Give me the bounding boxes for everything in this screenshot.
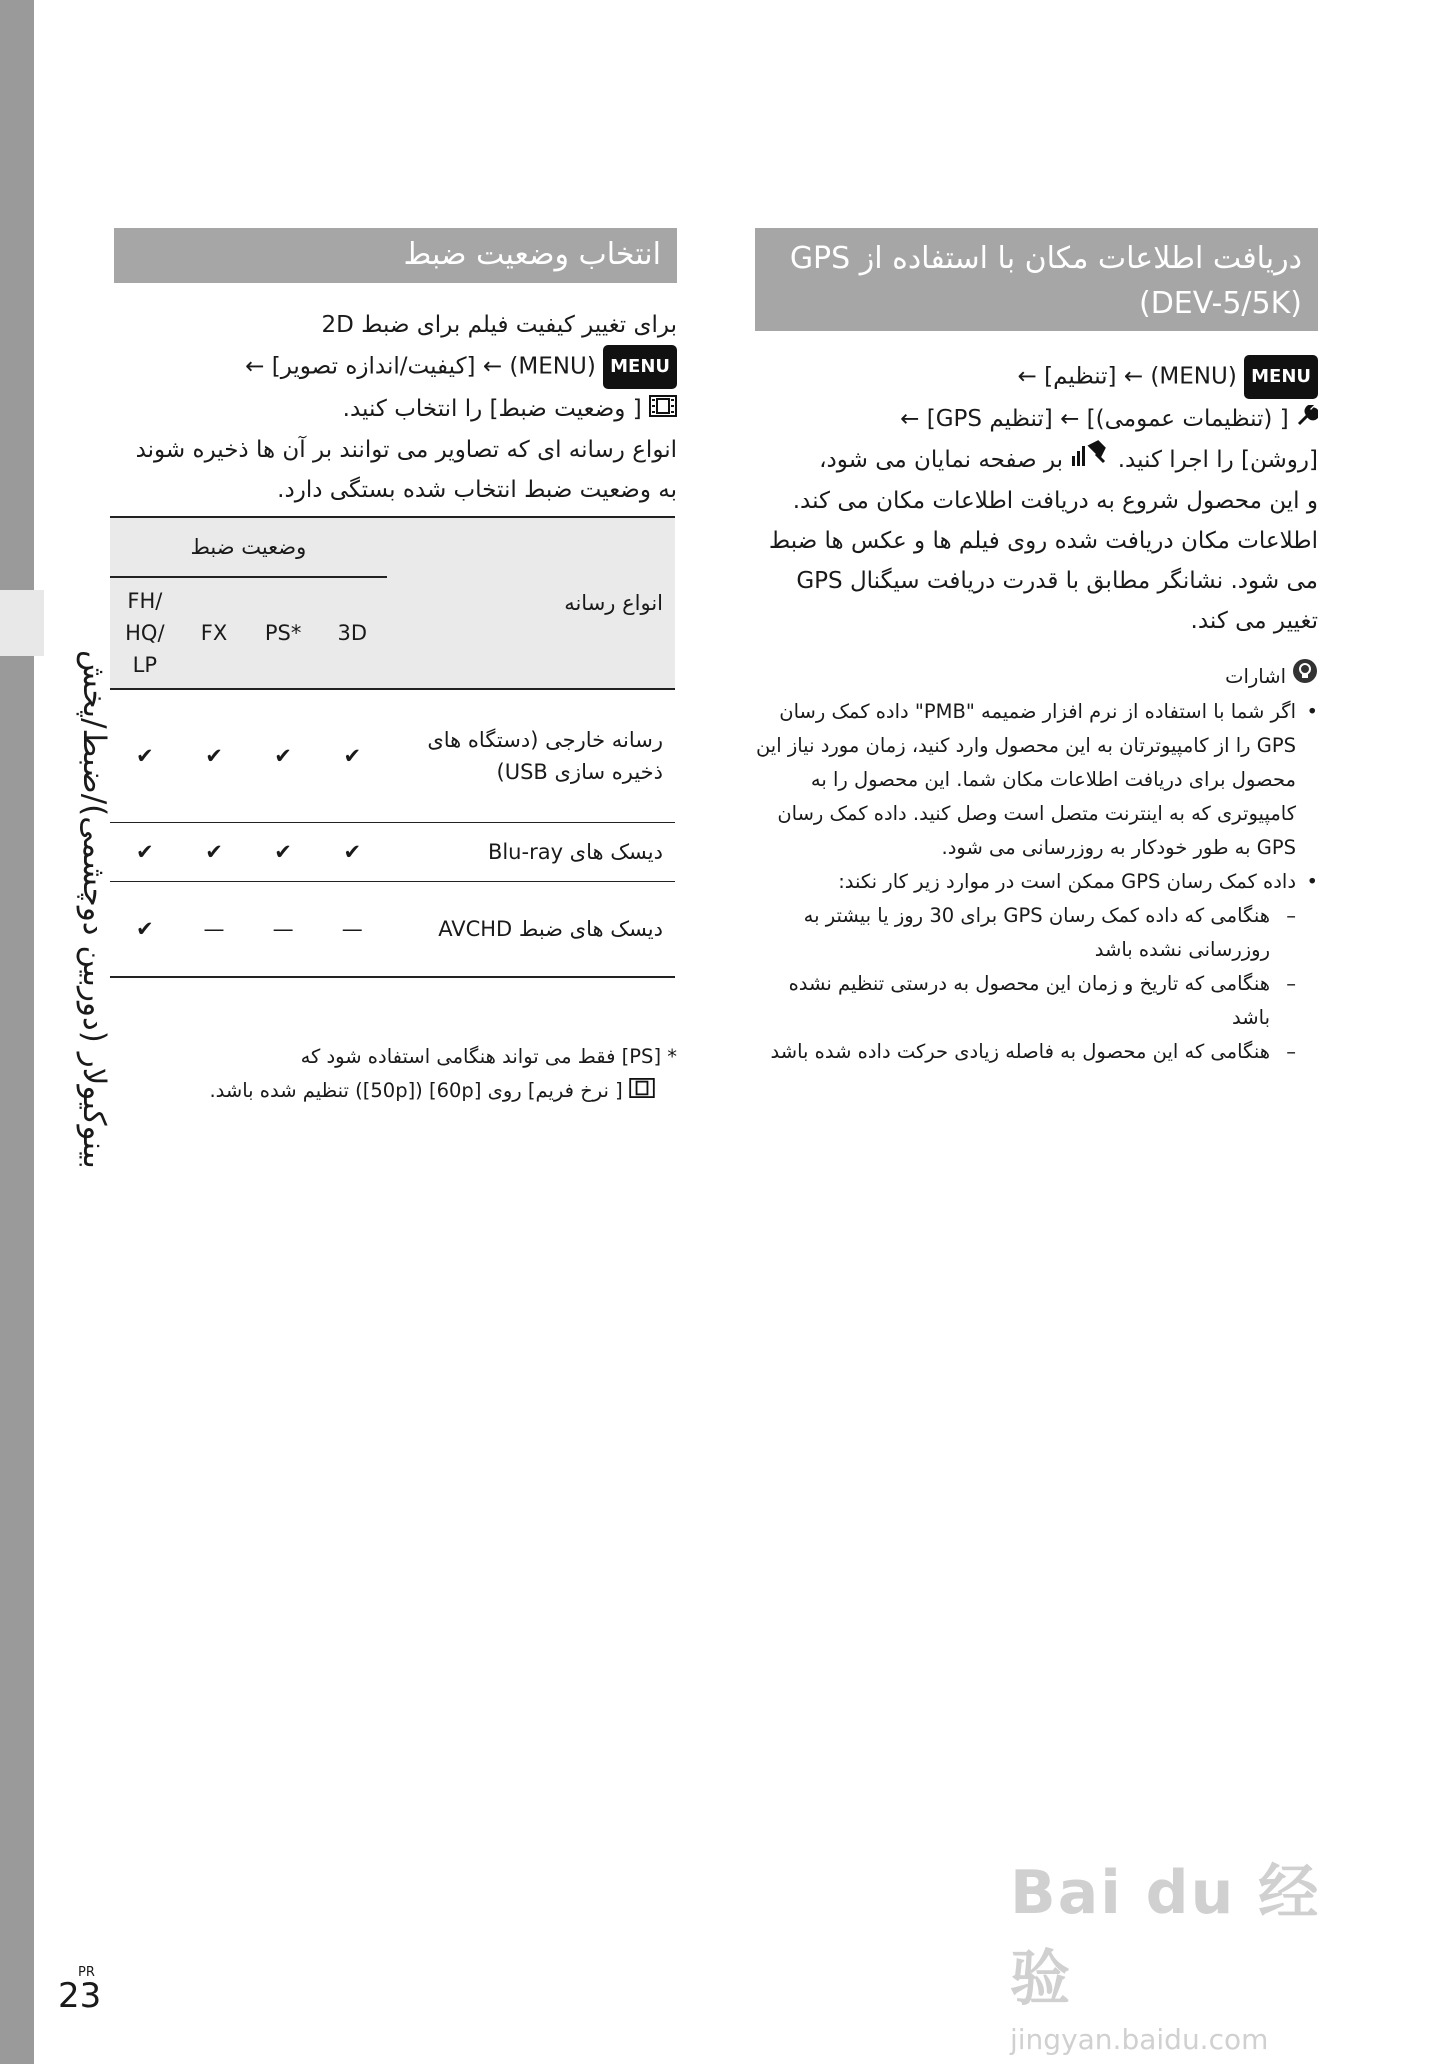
- gps-menu-path-line1: [755, 355, 1318, 399]
- page-language-code: PR: [78, 1965, 95, 1980]
- gps-section-header: دریافت اطلاعات مکان با استفاده از GPS (DEV-5/5K): [755, 228, 1318, 331]
- row-media-label: رسانه خارجی (دستگاه های ذخیره سازی USB): [427, 728, 663, 784]
- gps-instruction-line3: [755, 440, 1318, 481]
- hint-sub-item: – هنگامی که داده کمک رسان GPS برای 30 روز یا بیشتر به روزرسانی نشده باشد: [803, 904, 1296, 961]
- checkmark-icon: ✔: [205, 840, 223, 864]
- not-supported-dash: —: [272, 917, 294, 941]
- vertical-section-title: بینوکیولار (دوربین دوچشمی)/ضبط/پخش: [76, 650, 112, 1169]
- not-supported-dash: —: [341, 917, 363, 941]
- wrench-icon: [1296, 400, 1318, 440]
- footnote-star: *: [667, 1045, 677, 1068]
- hints-list: [755, 695, 1318, 899]
- intro-line3: [114, 389, 677, 430]
- checkmark-icon: ✔: [136, 744, 154, 768]
- hint-text-1: اگر شما با استفاده از نرم افزار ضمیمه "PMB" داده کمک رسان GPS را از کامپیوترتان به این محصول وارد کنید، زمان مورد نیاز این محصول برای دریافت اطلاعات مکان شما. این محصول را به کامپیوتری که به اینترنت متصل است وصل کنید. داده کمک رسان GPS به طور خودکار به روزرسانی می شود.: [755, 700, 1296, 859]
- table-footnote: [114, 1040, 677, 1109]
- page-number: 23: [58, 1976, 102, 2016]
- menu-chip: MENU: [603, 345, 677, 389]
- gps-description: و این محصول شروع به دریافت اطلاعات مکان می کند. اطلاعات مکان دریافت شده روی فیلم ها و عکس ها ضبط می شود. نشانگر مطابق با قدرت دریافت سیگنال GPS تغییر می کند.: [768, 487, 1318, 634]
- table-row: [110, 823, 675, 882]
- not-supported-dash: —: [203, 917, 225, 941]
- row-media-label: دیسک های Blu-ray: [487, 840, 663, 864]
- table-row: [110, 882, 675, 978]
- row-media-label: دیسک های ضبط AVCHD: [438, 917, 663, 941]
- menu-path-text: (MENU) ← [تنظیم] ←: [1017, 363, 1237, 390]
- gps-menu-path-line2: [755, 399, 1318, 440]
- film-frame-icon: [649, 390, 677, 430]
- page-number-block: [58, 1965, 101, 2016]
- table-row: [110, 689, 675, 823]
- col-header-fx: FX: [200, 621, 228, 645]
- hint-text-2: داده کمک رسان GPS ممکن است در موارد زیر کار نکند:: [838, 870, 1296, 893]
- hint-sub-text-1: هنگامی که داده کمک رسان GPS برای 30 روز یا بیشتر به روزرسانی نشده باشد: [803, 904, 1270, 961]
- col-header-mode-group: وضعیت ضبط: [110, 517, 387, 577]
- footnote-line1: [114, 1040, 677, 1074]
- intro-line2: [114, 345, 677, 389]
- recording-mode-intro: [114, 305, 677, 510]
- checkmark-icon: ✔: [136, 917, 154, 941]
- intro-line3-text: [ وضعیت ضبط] را انتخاب کنید.: [342, 396, 642, 422]
- col-header-fh-hq-lp: FH/ HQ/ LP: [125, 589, 165, 677]
- gps-satellite-icon: [1070, 440, 1110, 481]
- baidu-watermark: [1010, 1845, 1370, 2056]
- watermark-brand: Bai du 经验: [1010, 1858, 1321, 2014]
- col-header-media: انواع رسانه: [564, 591, 663, 615]
- media-compat-table: [110, 516, 675, 978]
- instruction-text-a: [روشن] را اجرا کنید.: [1117, 446, 1318, 473]
- col-header-3d: 3D: [337, 621, 368, 645]
- footnote-text-2: [ نرخ فریم] روی [60p] ([50p]) تنظیم شده باشد.: [209, 1079, 623, 1102]
- hints-block: [755, 658, 1318, 1069]
- checkmark-icon: ✔: [274, 744, 292, 768]
- footnote-line2: [114, 1074, 677, 1109]
- instruction-text-b: بر صفحه نمایان می شود،: [819, 446, 1064, 473]
- hint-sub-item: – هنگامی که تاریخ و زمان این محصول به درستی تنظیم نشده باشد: [788, 972, 1296, 1029]
- col-header-ps: *PS: [264, 621, 302, 645]
- recording-mode-header: انتخاب وضعیت ضبط: [114, 228, 677, 283]
- checkmark-icon: ✔: [136, 840, 154, 864]
- checkmark-icon: ✔: [343, 840, 362, 864]
- hint-item: • اگر شما با استفاده از نرم افزار ضمیمه "PMB" داده کمک رسان GPS را از کامپیوترتان به این محصول وارد کنید، زمان مورد نیاز این محصول برای دریافت اطلاعات مکان شما. این محصول را به کامپیوتری که به اینترنت متصل است وصل کنید. داده کمک رسان GPS به طور خودکار به روزرسانی می شود.: [755, 700, 1318, 859]
- gps-section-body: [755, 355, 1318, 641]
- lightbulb-icon: [1292, 658, 1318, 695]
- hint-item: • داده کمک رسان GPS ممکن است در موارد زیر کار نکند:: [838, 870, 1318, 893]
- checkmark-icon: ✔: [205, 744, 223, 768]
- intro-paragraph: انواع رسانه ای که تصاویر می توانند بر آن ها ذخیره شوند به وضعیت ضبط انتخاب شده بستگی دارد.: [135, 436, 677, 503]
- footnote-text-1: [PS] فقط می تواند هنگامی استفاده شود که: [300, 1045, 662, 1068]
- hint-sub-text-2: هنگامی که تاریخ و زمان این محصول به درستی تنظیم نشده باشد: [788, 972, 1270, 1029]
- checkmark-icon: ✔: [274, 840, 292, 864]
- intro-line2-text: (MENU) ← [کیفیت/اندازه تصویر] ←: [245, 353, 596, 380]
- menu-path-text-2: [ (تنظیمات عمومی)] ← [تنظیم GPS] ←: [900, 406, 1289, 432]
- hints-title-row: [755, 658, 1318, 695]
- table-header-row: [110, 517, 675, 577]
- hint-sub-text-3: هنگامی که این محصول به فاصله زیادی حرکت داده شده باشد: [770, 1040, 1270, 1063]
- menu-chip: MENU: [1244, 355, 1318, 399]
- checkmark-icon: ✔: [343, 744, 362, 768]
- section-tab-marker: [0, 590, 44, 656]
- hints-title: اشارات: [1225, 664, 1286, 688]
- left-margin-bar: [0, 0, 34, 2064]
- watermark-url: jingyan.baidu.com: [1010, 2023, 1269, 2056]
- intro-line1: برای تغییر کیفیت فیلم برای ضبط 2D: [321, 312, 677, 338]
- hint-sub-item: – هنگامی که این محصول به فاصله زیادی حرکت داده شده باشد: [770, 1040, 1296, 1063]
- film-frame-icon: [629, 1075, 655, 1109]
